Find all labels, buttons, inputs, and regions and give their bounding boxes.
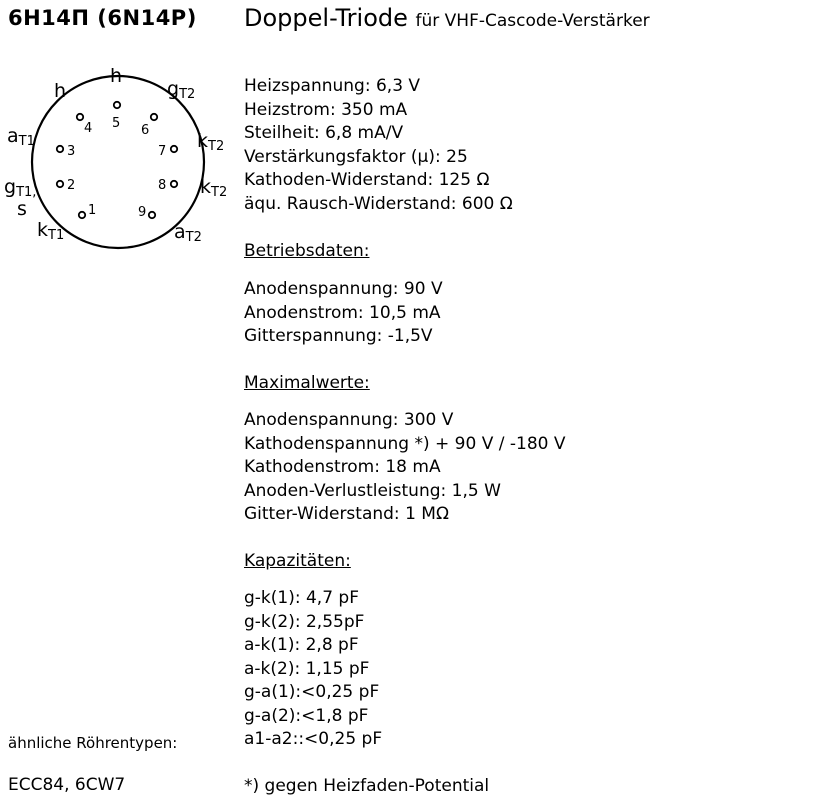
label-pin8 bbox=[200, 176, 227, 200]
pin-number-9: 9 bbox=[138, 205, 147, 220]
label-pin7-sub: T2 bbox=[208, 139, 225, 154]
spec-line: Gitter-Widerstand: 1 MΩ bbox=[244, 504, 449, 524]
label-pin9-main: a bbox=[174, 221, 186, 243]
pin-2 bbox=[57, 181, 63, 187]
spec-line: Gitterspannung: -1,5V bbox=[244, 326, 433, 346]
pin-diagram bbox=[0, 60, 236, 260]
pin-number-3: 3 bbox=[67, 144, 76, 159]
label-pin6 bbox=[167, 78, 195, 102]
spec-line: Anoden-Verlustleistung: 1,5 W bbox=[244, 480, 501, 501]
label-pin1-main: k bbox=[37, 219, 49, 241]
label-pin7-main: k bbox=[197, 130, 209, 152]
pin-6 bbox=[151, 114, 157, 120]
pin-5 bbox=[114, 102, 120, 108]
pin-1 bbox=[79, 212, 85, 218]
label-pin3-main: a bbox=[7, 125, 19, 147]
pin-4 bbox=[77, 114, 83, 120]
label-pin3-sub: T1 bbox=[18, 134, 35, 149]
spec-line: g-k(2): 2,55pF bbox=[244, 611, 365, 632]
spec-line: a-k(2): 1,15 pF bbox=[244, 658, 370, 679]
label-pin6-main: g bbox=[167, 78, 180, 100]
spec-line: Kathodenspannung *) + 90 V / -180 V bbox=[244, 433, 566, 454]
label-pin7 bbox=[197, 130, 224, 154]
label-pin9 bbox=[174, 221, 202, 245]
operating-specs bbox=[244, 278, 443, 349]
capacitances-specs bbox=[244, 587, 382, 752]
spec-line: g-a(1):<0,25 pF bbox=[244, 682, 380, 702]
title-main: Doppel-Triode bbox=[244, 4, 408, 32]
spec-line: Anodenspannung: 300 V bbox=[244, 410, 454, 430]
spec-line: Steilheit: 6,8 mA/V bbox=[244, 123, 404, 143]
spec-line: a-k(1): 2,8 pF bbox=[244, 635, 359, 655]
label-pin9-sub: T2 bbox=[185, 230, 202, 245]
label-pin2-sub: T1, bbox=[16, 185, 37, 200]
pin-number-1: 1 bbox=[88, 203, 97, 218]
label-pin2-extra: s bbox=[17, 198, 27, 220]
page-title bbox=[244, 4, 650, 32]
label-pin4: h bbox=[54, 80, 67, 102]
general-specs bbox=[244, 75, 513, 216]
maximum-heading: Maximalwerte: bbox=[244, 373, 370, 393]
spec-line: Heizspannung: 6,3 V bbox=[244, 76, 421, 96]
title-subtitle: für VHF-Cascode-Verstärker bbox=[415, 11, 650, 31]
label-pin2-main: g bbox=[4, 176, 17, 198]
label-pin3 bbox=[7, 125, 35, 149]
similar-tubes-values: ECC84, 6CW7 bbox=[8, 775, 126, 795]
capacitances-heading: Kapazitäten: bbox=[244, 551, 351, 571]
label-pin8-main: k bbox=[200, 176, 212, 198]
label-pin1-sub: T1 bbox=[48, 228, 65, 243]
pin-3 bbox=[57, 146, 63, 152]
pin-7 bbox=[171, 146, 177, 152]
spec-line: Kathoden-Widerstand: 125 Ω bbox=[244, 170, 490, 190]
spec-line: g-a(2):<1,8 pF bbox=[244, 705, 369, 726]
spec-line: a1-a2::<0,25 pF bbox=[244, 729, 383, 749]
label-pin6-sub: T2 bbox=[179, 87, 196, 102]
label-pin8-sub: T2 bbox=[211, 185, 228, 200]
label-pin5: h bbox=[110, 65, 123, 87]
spec-line: Heizstrom: 350 mA bbox=[244, 99, 408, 120]
pin-number-4: 4 bbox=[84, 121, 93, 136]
pin-number-8: 8 bbox=[158, 178, 167, 193]
spec-line: Anodenspannung: 90 V bbox=[244, 279, 443, 299]
label-pin1 bbox=[37, 219, 64, 243]
pin-number-5: 5 bbox=[112, 116, 121, 131]
pin-number-7: 7 bbox=[158, 144, 167, 159]
footnote: *) gegen Heizfaden-Potential bbox=[244, 776, 490, 796]
spec-line: Kathodenstrom: 18 mA bbox=[244, 457, 441, 477]
operating-heading: Betriebsdaten: bbox=[244, 241, 370, 261]
spec-line: äqu. Rausch-Widerstand: 600 Ω bbox=[244, 193, 513, 214]
tube-name: 6H14П (6N14P) bbox=[8, 6, 197, 30]
label-pin2 bbox=[4, 176, 36, 200]
pin-8 bbox=[171, 181, 177, 187]
spec-line: Verstärkungsfaktor (µ): 25 bbox=[244, 146, 468, 167]
pin-number-2: 2 bbox=[67, 178, 76, 193]
pin-9 bbox=[149, 212, 155, 218]
maximum-specs bbox=[244, 409, 566, 527]
similar-tubes-label: ähnliche Röhrentypen: bbox=[8, 734, 178, 752]
pin-number-6: 6 bbox=[141, 123, 150, 138]
spec-line: Anodenstrom: 10,5 mA bbox=[244, 302, 441, 323]
spec-line: g-k(1): 4,7 pF bbox=[244, 588, 359, 608]
